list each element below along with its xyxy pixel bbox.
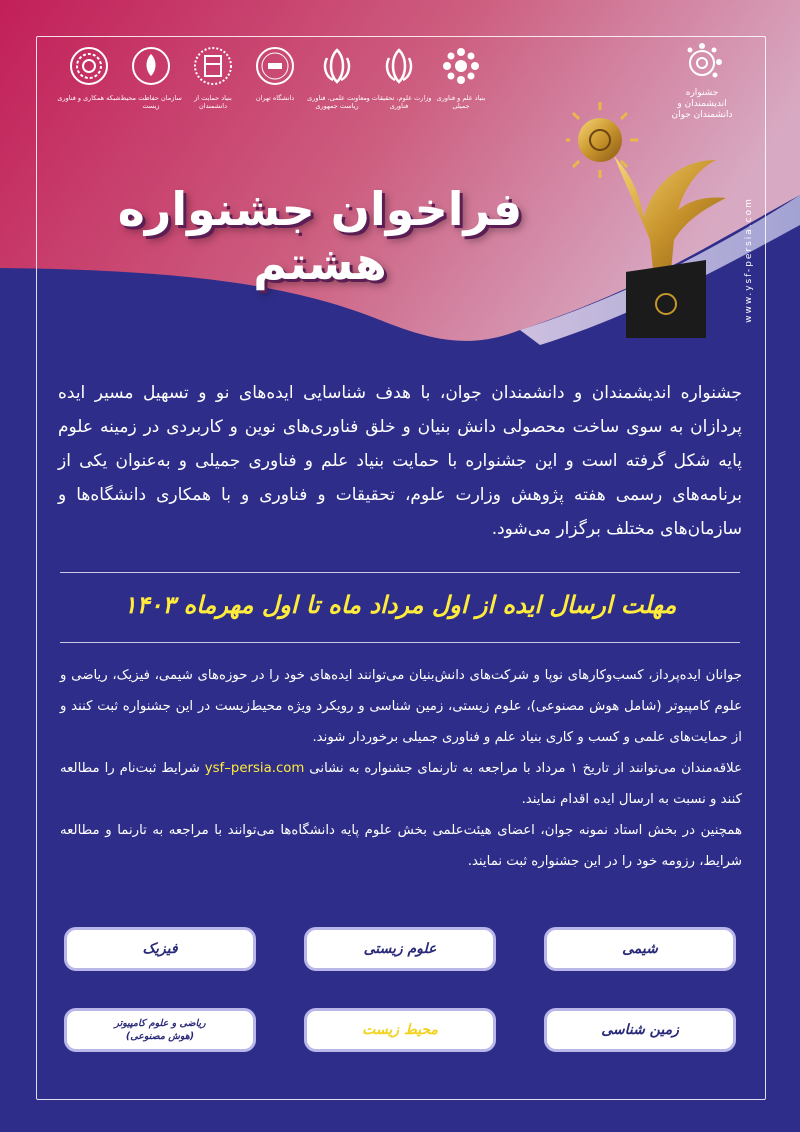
details-text [60, 660, 742, 877]
logo-caption: بنیاد علم و فناوری جمیلی [436, 94, 486, 110]
hamkari-logo-icon [57, 44, 121, 124]
field-geology: زمین شناسی [544, 1008, 736, 1052]
logo-caption: شبکه همکاری و فناوری [57, 94, 121, 102]
nokhbegan-logo-icon [122, 44, 180, 124]
trophy-image [566, 100, 746, 350]
deadline-heading: مهلت ارسال ایده از اول مرداد ماه تا اول مهرماه ۱۴۰۳ [123, 591, 677, 619]
vp-science-logo-icon [308, 44, 366, 124]
website-vertical: www.ysf-persia.com [744, 197, 754, 323]
page-title: فراخوان جشنواره هشتم [117, 182, 523, 290]
festival-logo-icon [681, 42, 723, 84]
logo-caption: دانشگاه تهران [255, 94, 295, 102]
logo-caption: بنیاد حمایت از دانشمندان [194, 94, 232, 110]
website-link[interactable]: ysf–persia.com [204, 761, 305, 776]
field-chemistry: شیمی [544, 927, 736, 971]
tehran-univ-logo-icon [246, 44, 304, 124]
ministry-logo-icon [366, 44, 432, 124]
fund-logo-icon [184, 44, 242, 124]
divider [60, 572, 740, 573]
brand-line2: اندیشمندان و دانشمندان جوان [671, 99, 733, 120]
logo-caption: سازمان حفاظت محیط زیست [120, 94, 182, 110]
innovation-logo-icon [432, 44, 490, 124]
details-paragraph: علاقه‌مندان می‌توانند از تاریخ ۱ مرداد با مراجعه به تارنمای جشنواره به نشانی ysf–persia.com شرایط ثبت‌نام را مطالعه کنند و نسبت به ارسال ایده اقدام نمایند. [60, 761, 742, 807]
field-life-sciences: علوم زیستی [304, 927, 496, 971]
logo-caption: وزارت علوم، تحقیقات و فناوری [366, 94, 432, 110]
field-physics: فیزیک [64, 927, 256, 971]
sponsor-logos [57, 44, 530, 124]
brand-line1: جشنواره [685, 88, 719, 98]
field-environment: محیط زیست [304, 1008, 496, 1052]
logo-caption: معاونت علمی، فناوری ریاست جمهوری [307, 94, 367, 110]
divider [60, 642, 740, 643]
details-paragraph: همچنین در بخش استاد نمونه جوان، اعضای هیئت‌علمی بخش علوم پایه دانشگاه‌ها می‌توانند با مراجعه به تارنما و مطالعه شرایط، رزومه خود را در این جشنواره ثبت نمایند. [60, 823, 742, 869]
field-math-cs: ریاضی و علوم کامپیوتر (هوش مصنوعی) [64, 1008, 256, 1052]
details-paragraph: جوانان ایده‌پرداز، کسب‌وکارهای نوپا و شرکت‌های دانش‌بنیان می‌توانند ایده‌های خود را در حوزه‌های شیمی، فیزیک، ریاضی و علوم کامپیوتر (شامل هوش مصنوعی)، علوم زیستی، زمین شناسی و رویکرد ویژه محیط‌زیست در این جشنواره ثبت کنند و از حمایت‌های علمی و کسب و کاری بنیاد علم و فناوری جمیلی برخوردار شوند. [60, 668, 742, 745]
intro-paragraph: جشنواره اندیشمندان و دانشمندان جوان، با هدف شناسایی ایده‌های نو و تسهیل مسیر ایده پردازان به سوی ساخت محصولی دانش بنیان و خلق فناوری‌های نوین و کاربردی در زمینه علوم پایه شکل گرفته است و این جشنواره با حمایت بنیاد علم و فناوری جمیلی و به‌عنوان یکی از برنامه‌های رسمی هفته پژوهش وزارت علوم، تحقیقات و فناوری و با همکاری دانشگاه‌ها و سازمان‌های مختلف برگزار می‌شود. [58, 383, 742, 539]
